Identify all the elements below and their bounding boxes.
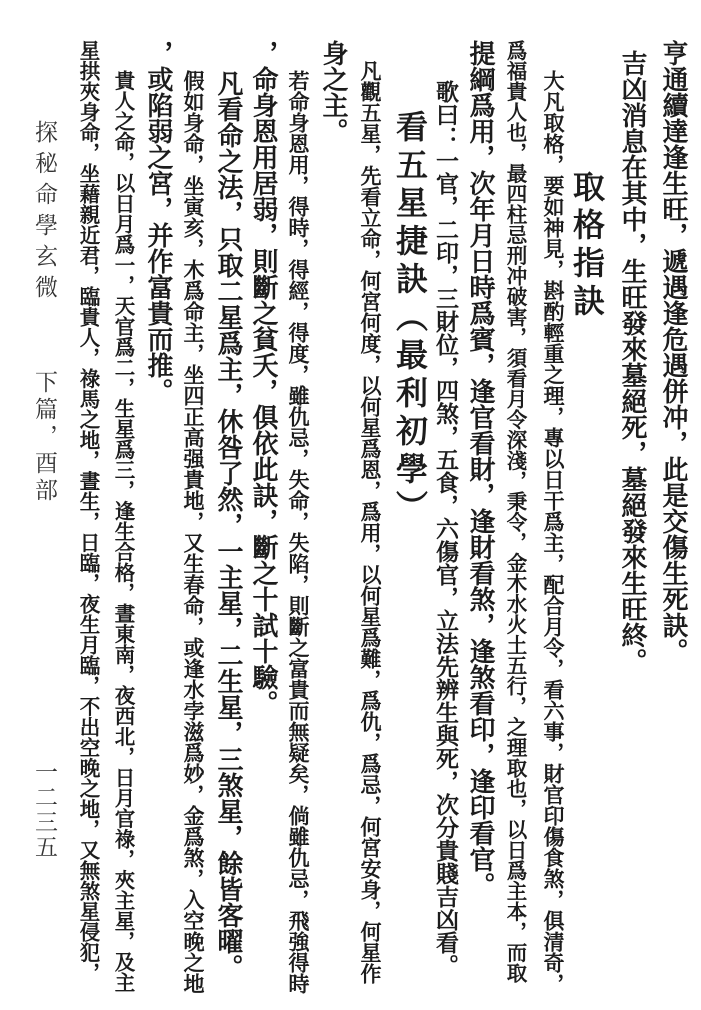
text-column-5: 爲福貴人也，最四柱忌刑冲破害，須看月令深淺，秉令，金木水火土五行，之理取也，以日爲主本，而取 <box>503 40 527 983</box>
text-column-15: ，或陷弱之宮，并作富貴而推。 <box>143 40 173 404</box>
text-column-13: 凡看命之法，只取二星爲主，休咎了然，一主星，二生星，三煞星，餘皆客曜。 <box>213 70 243 980</box>
text-column-6: 提綱爲用，次年月日時爲賓，逢官看財，逢財看煞，逢煞看印，逢印看官。 <box>465 40 495 898</box>
page-number: 一二三五 <box>31 760 57 860</box>
text-column-10: 身之主。 <box>318 40 348 144</box>
text-column-17: 星拱夾身命，坐藉親近君，臨貴人，祿馬之地，晝生，日臨，夜生月臨，不出空晚之地，又無煞星侵犯， <box>76 40 100 983</box>
text-column-7: 歌曰：一官，二印，三財位，四煞，五食，六傷官，立法先辨生與死，次分貴賤吉凶看。 <box>432 80 459 977</box>
text-column-11: 若命身恩用，得時，得經，得度，雖仇忌，失命，失陷，則斷之富貴而無疑矣，倘雖仇忌，飛強得時 <box>286 70 311 994</box>
book-title: 探秘命學玄微 <box>31 120 57 306</box>
text-column-2: 吉凶消息在其中，生旺發來墓絕死，墓絕發來生旺終。 <box>617 50 647 674</box>
text-column-14: 假如身命，坐寅亥，木爲命主，坐四正高强貴地，又生春命，或逢水孛滋爲妙，金爲煞，入空晚之地 <box>181 70 206 994</box>
section-heading: 取格指訣 <box>568 170 606 322</box>
subsection-heading-title: 看五星捷訣（最利初學） <box>391 110 429 528</box>
text-column-4: 大凡取格，要如神見，斟酌輕重之理，專以日干爲主，配合月令，看六事，財官印傷食煞，俱清奇， <box>541 70 566 994</box>
text-column-1: 亨通續達逢生旺，遞遇逢危遇併冲，此是交傷生死訣。 <box>658 40 688 664</box>
section-label: 下篇，酉部 <box>31 370 57 505</box>
text-column-12: ，命身恩用居弱，則斷之貧夭，俱依此訣，斷之十試十驗。 <box>248 40 278 716</box>
subsection-heading <box>391 110 429 528</box>
text-column-16: 貴人之命，以日月爲一，天官爲二，生星爲三，逢生合格，晝東南，夜西北，日月官祿，夾主星，及主 <box>111 70 135 993</box>
text-column-9: 凡觀五星，先看立命，何宮何度，以何星爲恩，爲用，以何星爲難，爲仇，爲忌，何宮安身，何星作 <box>358 60 383 984</box>
